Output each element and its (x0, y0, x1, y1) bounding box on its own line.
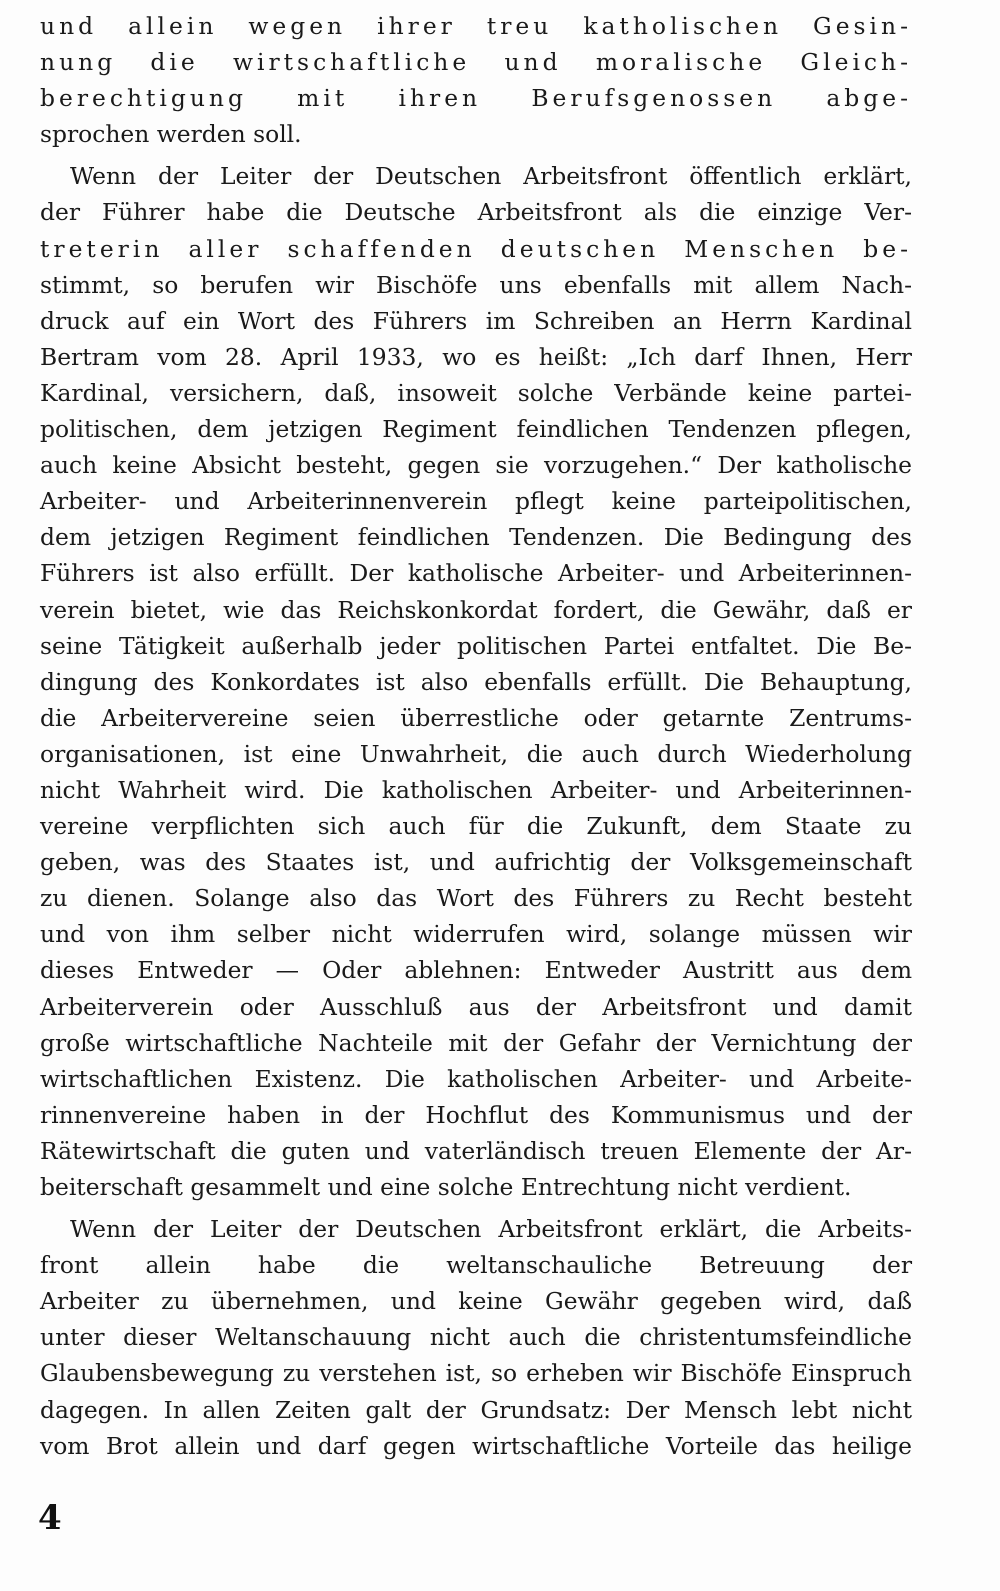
text-line: Rätewirtschaft die guten und vaterländisch treuen Elemente der Ar- (40, 1136, 912, 1165)
text-line: politischen, dem jetzigen Regiment feindlichen Tendenzen pflegen, (40, 415, 912, 444)
text-line: treterin aller schaffenden deutschen Menschen be- (40, 234, 912, 263)
text-line: Wenn der Leiter der Deutschen Arbeitsfront öffentlich erklärt, (70, 162, 912, 191)
text-line: dem jetzigen Regiment feindlichen Tendenzen. Die Bedingung des (40, 523, 912, 552)
text-line: zu dienen. Solange also das Wort des Führers zu Recht besteht (40, 884, 912, 913)
text-line: Glaubensbewegung zu verstehen ist, so erheben wir Bischöfe Einspruch (40, 1359, 912, 1388)
text-line: geben, was des Staates ist, und aufrichtig der Volksgemeinschaft (40, 848, 912, 877)
text-line: auch keine Absicht besteht, gegen sie vorzugehen.“ Der katholische (40, 451, 912, 480)
text-line: organisationen, ist eine Unwahrheit, die auch durch Wiederholung (40, 739, 912, 768)
text-line: dieses Entweder — Oder ablehnen: Entweder Austritt aus dem (40, 956, 912, 985)
text-line: der Führer habe die Deutsche Arbeitsfront als die einzige Ver- (40, 198, 912, 227)
text-line: beiterschaft gesammelt und eine solche Entrechtung nicht verdient. (40, 1173, 852, 1201)
paragraph (40, 1211, 912, 1464)
text-line: wirtschaftlichen Existenz. Die katholischen Arbeiter- und Arbeite- (40, 1064, 912, 1093)
page-number: 4 (38, 1498, 62, 1538)
text-line: Arbeiter zu übernehmen, und keine Gewähr gegeben wird, daß (40, 1287, 912, 1316)
text-line: Führers ist also erfüllt. Der katholische Arbeiter- und Arbeiterinnen- (40, 559, 912, 588)
text-line: nung die wirtschaftliche und moralische Gleich- (40, 48, 912, 77)
text-line: Wenn der Leiter der Deutschen Arbeitsfront erklärt, die Arbeits- (70, 1215, 912, 1244)
text-line: dingung des Konkordates ist also ebenfalls erfüllt. Die Behauptung, (40, 667, 912, 696)
text-line: und von ihm selber nicht widerrufen wird, solange müssen wir (40, 920, 912, 949)
text-line: front allein habe die weltanschauliche Betreuung der (40, 1251, 912, 1280)
text-line: Arbeiter- und Arbeiterinnenverein pflegt keine parteipolitischen, (40, 487, 912, 516)
text-line: nicht Wahrheit wird. Die katholischen Arbeiter- und Arbeiterinnen- (40, 775, 912, 804)
text-line: die Arbeitervereine seien überrestliche oder getarnte Zentrums- (40, 703, 912, 732)
text-line: berechtigung mit ihren Berufsgenossen abge- (40, 84, 912, 113)
text-line: seine Tätigkeit außerhalb jeder politischen Partei entfaltet. Die Be- (40, 631, 912, 660)
text-line: Kardinal, versichern, daß, insoweit solche Verbände keine partei- (40, 378, 912, 407)
text-line: große wirtschaftliche Nachteile mit der Gefahr der Vernichtung der (40, 1028, 912, 1057)
body-text (40, 8, 912, 1464)
text-line: stimmt, so berufen wir Bischöfe uns ebenfalls mit allem Nach- (40, 270, 912, 299)
text-line: dagegen. In allen Zeiten galt der Grundsatz: Der Mensch lebt nicht (40, 1395, 912, 1424)
paragraph (40, 8, 912, 152)
text-line: Arbeiterverein oder Ausschluß aus der Arbeitsfront und damit (40, 992, 912, 1021)
text-line: Bertram vom 28. April 1933, wo es heißt: „Ich darf Ihnen, Herr (40, 342, 912, 371)
text-line: vom Brot allein und darf gegen wirtschaftliche Vorteile das heilige (40, 1431, 912, 1460)
text-line: verein bietet, wie das Reichskonkordat fordert, die Gewähr, daß er (40, 595, 912, 624)
paragraph (40, 158, 912, 1205)
text-line: sprochen werden soll. (40, 120, 302, 149)
text-line: rinnenvereine haben in der Hochflut des Kommunismus und der (40, 1100, 912, 1129)
text-line: vereine verpflichten sich auch für die Zukunft, dem Staate zu (40, 812, 912, 841)
text-line: und allein wegen ihrer treu katholischen Gesin- (40, 12, 912, 40)
text-line: unter dieser Weltanschauung nicht auch die christentumsfeindliche (40, 1323, 912, 1352)
text-line: druck auf ein Wort des Führers im Schreiben an Herrn Kardinal (40, 306, 912, 335)
